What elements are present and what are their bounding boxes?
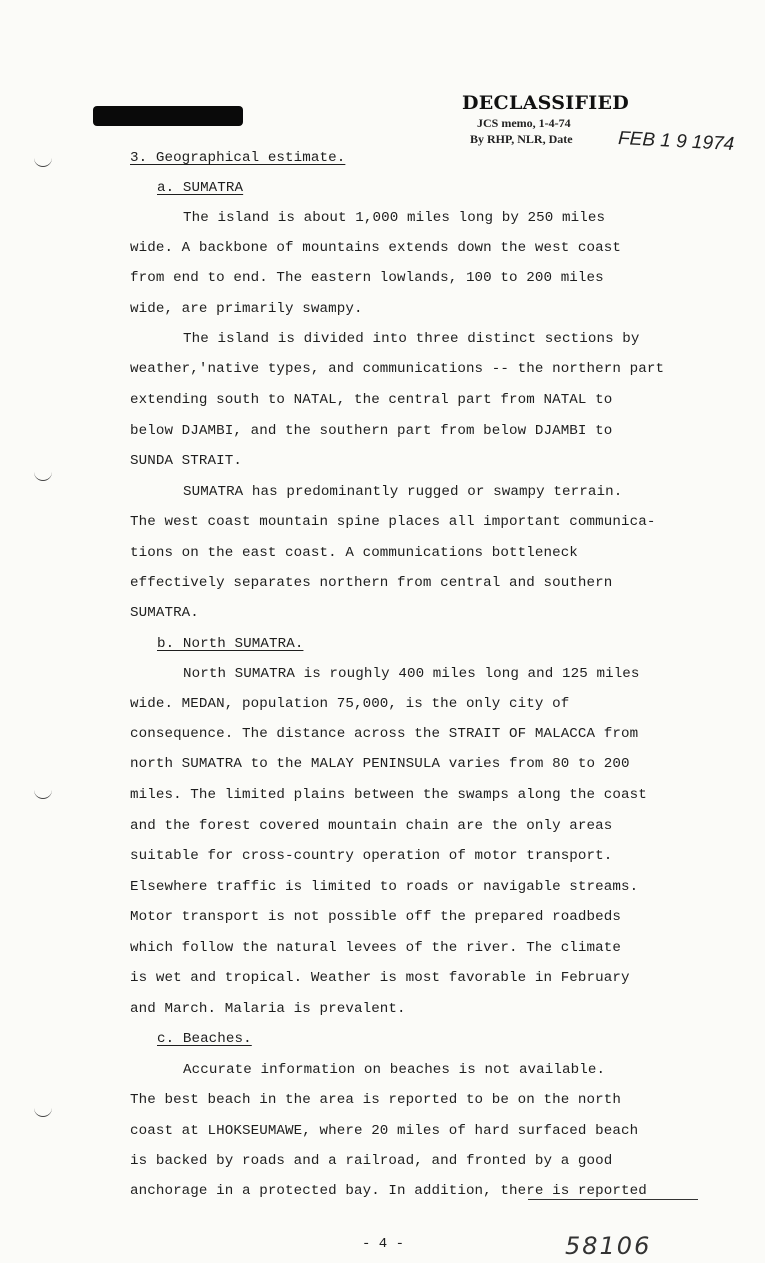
paragraph-line: The west coast mountain spine places all important communica- (130, 514, 656, 530)
margin-mark (34, 790, 52, 799)
paragraph-line: wide, are primarily swampy. (130, 301, 363, 317)
margin-mark (34, 472, 52, 481)
paragraph-line: SUNDA STRAIT. (130, 453, 242, 469)
paragraph-line: and the forest covered mountain chain are the only areas (130, 818, 613, 834)
paragraph-line: from end to end. The eastern lowlands, 100 to 200 miles (130, 270, 604, 286)
margin-mark (34, 158, 52, 167)
paragraph-line: which follow the natural levees of the river. The climate (130, 940, 621, 956)
page-number: - 4 - (362, 1236, 405, 1252)
paragraph-line: North SUMATRA is roughly 400 miles long and 125 miles (183, 666, 640, 682)
paragraph-line: is wet and tropical. Weather is most favorable in February (130, 970, 630, 986)
paragraph-line: below DJAMBI, and the southern part from below DJAMBI to (130, 423, 613, 439)
paragraph-line: Accurate information on beaches is not available. (183, 1062, 606, 1078)
paragraph-line: Motor transport is not possible off the prepared roadbeds (130, 909, 621, 925)
redaction-bar (93, 106, 243, 126)
stamp-memo: JCS memo, 1-4-74 (477, 116, 571, 130)
paragraph-line: anchorage in a protected bay. In addition, there is reported (130, 1183, 647, 1199)
paragraph-line: SUMATRA. (130, 605, 199, 621)
paragraph-line: The island is divided into three distinct sections by (183, 331, 640, 347)
paragraph-line: wide. MEDAN, population 75,000, is the only city of (130, 696, 570, 712)
paragraph-line: and March. Malaria is prevalent. (130, 1001, 406, 1017)
subsection-heading-a: a. SUMATRA (157, 180, 244, 196)
paragraph-line: The best beach in the area is reported to be on the north (130, 1092, 621, 1108)
paragraph-line: coast at LHOKSEUMAWE, where 20 miles of hard surfaced beach (130, 1123, 639, 1139)
declassified-stamp: DECLASSIFIED (462, 92, 630, 114)
paragraph-line: extending south to NATAL, the central part from NATAL to (130, 392, 613, 408)
paragraph-line: SUMATRA has predominantly rugged or swampy terrain. (183, 484, 623, 500)
paragraph-line: effectively separates northern from central and southern (130, 575, 613, 591)
subsection-heading-b: b. North SUMATRA. (157, 636, 304, 652)
paragraph-line: is backed by roads and a railroad, and fronted by a good (130, 1153, 613, 1169)
section-heading: 3. Geographical estimate. (130, 150, 346, 166)
paragraph-line: wide. A backbone of mountains extends down the west coast (130, 240, 621, 256)
paragraph-line: suitable for cross-country operation of motor transport. (130, 848, 613, 864)
subsection-heading-c: c. Beaches. (157, 1031, 252, 1047)
annotation-underline (528, 1199, 698, 1200)
paragraph-line: Elsewhere traffic is limited to roads or navigable streams. (130, 879, 639, 895)
paragraph-line: The island is about 1,000 miles long by 250 miles (183, 210, 606, 226)
paragraph-line: miles. The limited plains between the swamps along the coast (130, 787, 647, 803)
margin-mark (34, 1108, 52, 1117)
handwritten-number: 58106 (565, 1232, 652, 1260)
paragraph-line: weather,'native types, and communications -- the northern part (130, 361, 665, 377)
paragraph-line: tions on the east coast. A communications bottleneck (130, 545, 578, 561)
paragraph-line: consequence. The distance across the STRAIT OF MALACCA from (130, 726, 639, 742)
paragraph-line: north SUMATRA to the MALAY PENINSULA varies from 80 to 200 (130, 756, 630, 772)
stamp-authority: By RHP, NLR, Date (470, 132, 573, 146)
stamp-date: FEB 1 9 1974 (617, 127, 735, 156)
